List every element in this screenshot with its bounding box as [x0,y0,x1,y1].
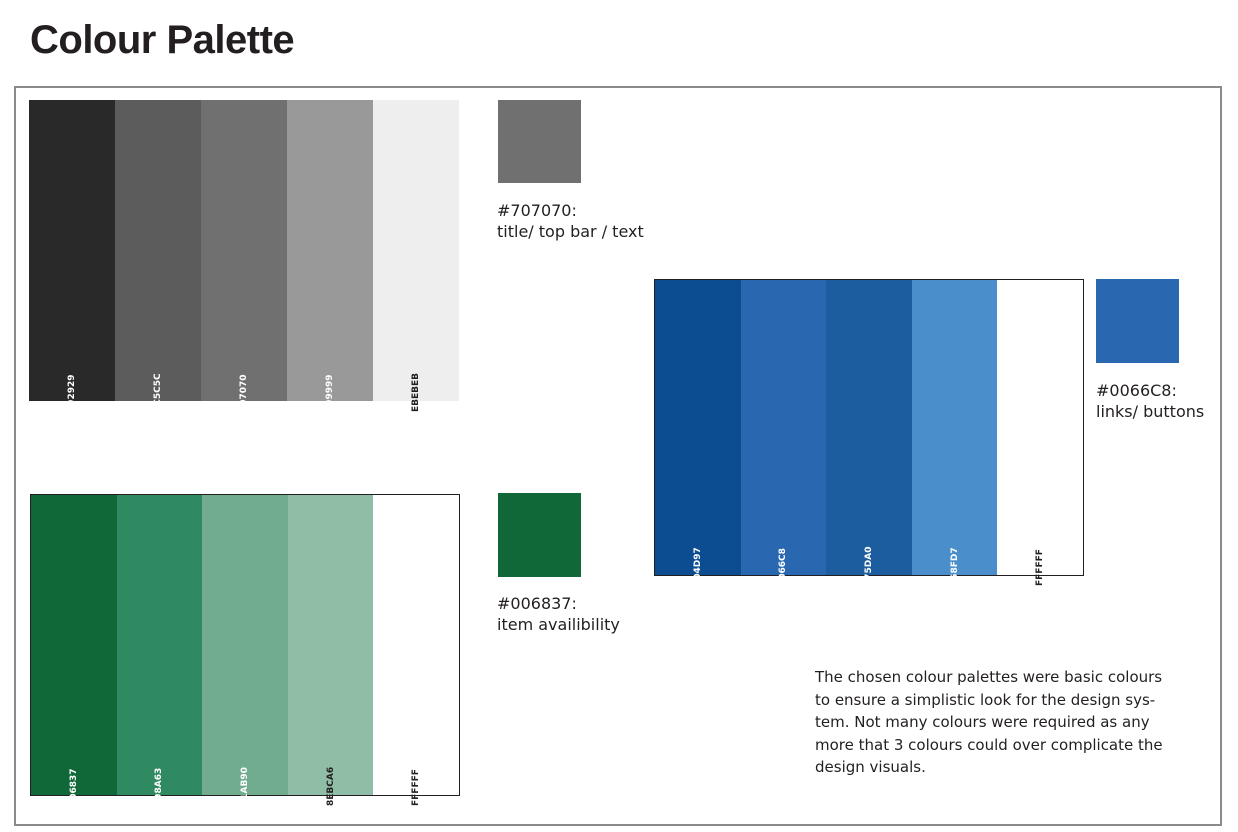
blue-caption-hex: #0066C8: [1096,381,1177,400]
green-swatch-5 [373,495,459,806]
swatch-code: 0066C8 [778,548,789,586]
description-line: The chosen colour palettes were basic colours [815,668,1163,686]
swatch-code: 707070 [239,374,249,412]
green-swatch-2 [117,495,203,806]
blue-swatch-4 [912,280,998,586]
grey-swatch-4 [287,100,373,412]
blue-swatch-1 [655,280,741,586]
swatch-code: 8EBCA6 [325,766,336,806]
grey-caption-hex: #707070: [497,201,577,220]
description-line: tem. Not many colours were required as any [815,713,1150,731]
blue-caption [1096,380,1204,422]
grey-swatch-2 [115,100,201,412]
green-palette [30,494,460,806]
swatch-code: EBEBEB [411,372,421,412]
blue-swatch-3 [826,280,912,586]
description-line: to ensure a simplistic look for the design sys- [815,690,1156,709]
green-primary-chip [498,493,581,577]
green-caption-usage: item availibility [497,615,620,634]
grey-swatch-1 [29,100,115,412]
grey-primary-chip [498,100,581,183]
swatch-code: 999999 [325,374,335,412]
grey-caption [497,200,644,242]
green-caption-hex: #006837: [497,594,577,613]
swatch-code: 458FD7 [949,547,960,586]
blue-primary-chip [1096,279,1179,363]
swatch-code: 006837 [68,768,79,806]
swatch-code: 398A63 [154,767,165,806]
blue-caption-usage: links/ buttons [1096,402,1205,421]
blue-swatch-2 [741,280,827,586]
green-swatch-1 [31,495,117,806]
palette-description [815,666,1175,779]
blue-swatch-5 [997,280,1083,586]
swatch-code: 004D97 [692,547,703,586]
swatch-code: 5C5C5C [153,373,163,412]
grey-palette [29,100,459,412]
page-title: Colour Palette [30,18,295,62]
green-caption [497,593,620,635]
swatch-code: FFFFFF [1035,549,1046,586]
grey-swatch-5 [373,100,459,412]
description-line: more that 3 colours could over complicate the [815,735,1163,754]
swatch-code: 292929 [67,374,77,412]
green-swatch-4 [288,495,374,806]
blue-palette [654,279,1084,586]
grey-swatch-3 [201,100,287,412]
grey-caption-usage: title/ top bar / text [497,222,644,241]
green-swatch-3 [202,495,288,806]
swatch-code: 175DA0 [863,546,874,586]
description-line: design visuals. [815,758,926,776]
swatch-code: FFFFFF [411,769,422,806]
swatch-code: 71AB90 [239,767,250,806]
